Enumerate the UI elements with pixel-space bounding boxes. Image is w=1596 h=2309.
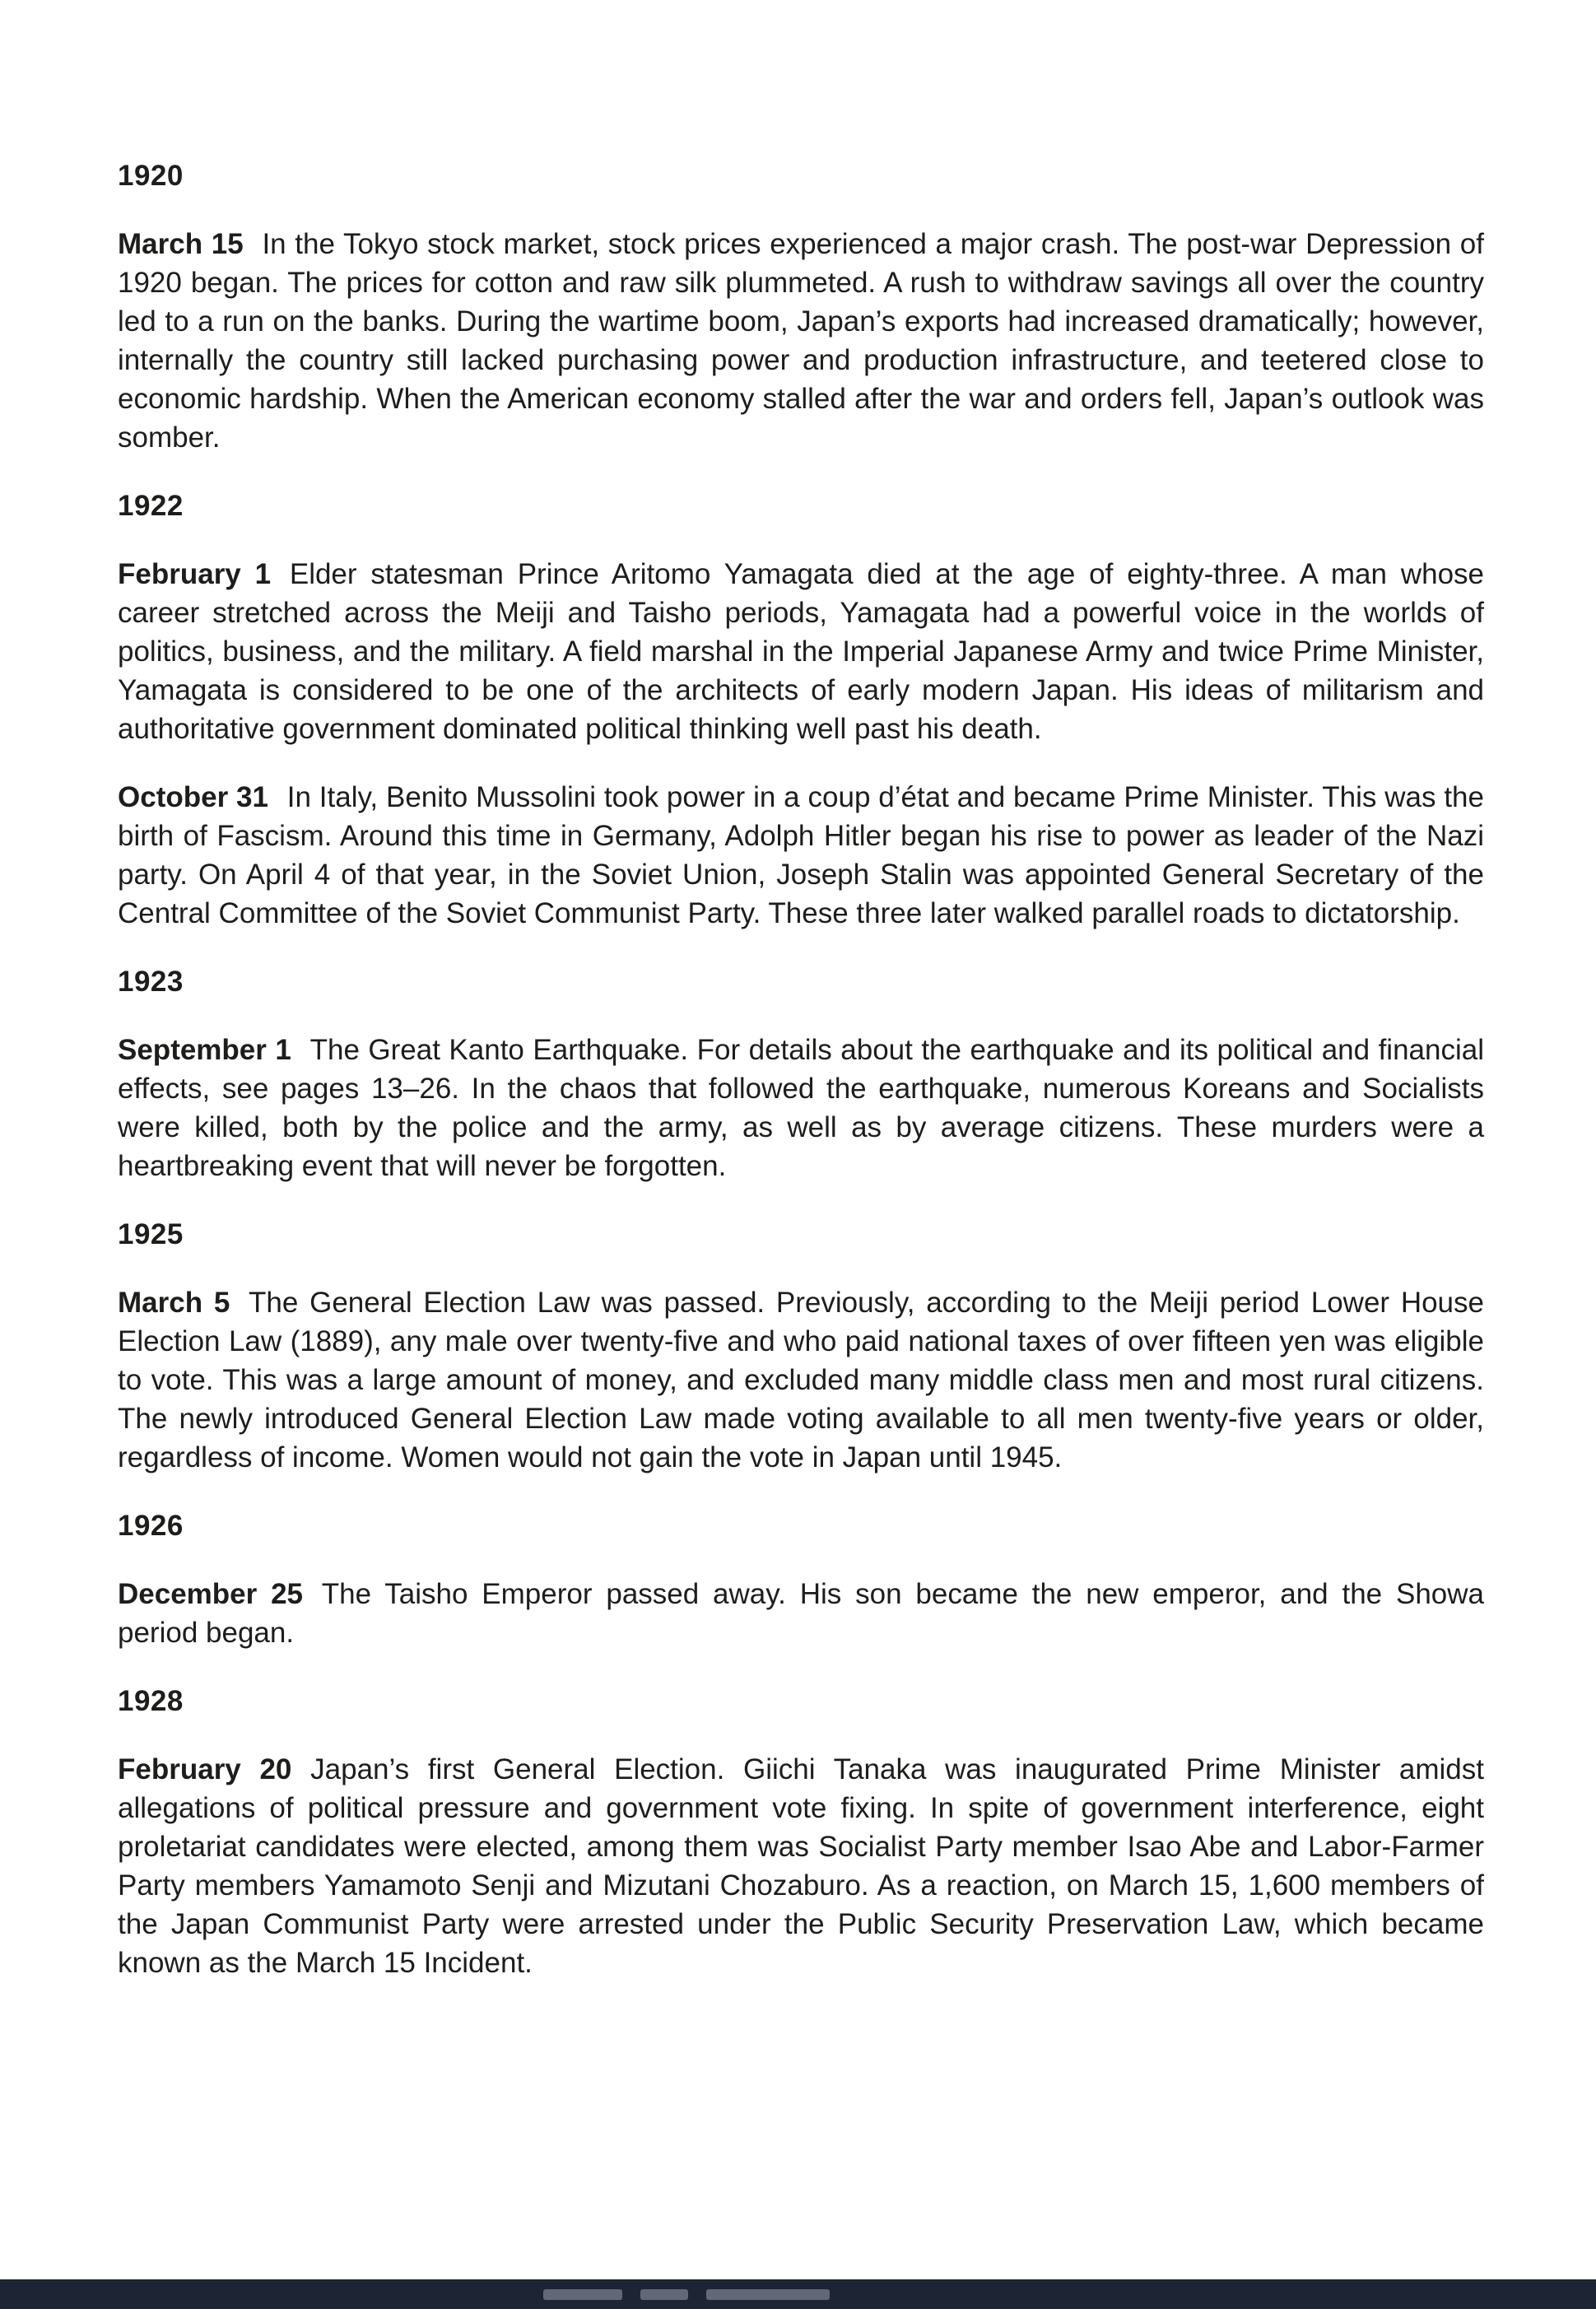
timeline-entry — [118, 1750, 1484, 1982]
entry-date: December 25 — [118, 1578, 304, 1610]
year-section-1923 — [118, 962, 1484, 1185]
timeline-entry — [118, 555, 1484, 748]
entry-date: March 15 — [118, 228, 244, 260]
entry-text: Japan’s first General Election. Giichi Tanaka was inaugurated Prime Minister amidst allegations of political pressure and government vote fixing. In spite of government interference, eight proletariat candidates were elected, among them was Socialist Party member Isao Abe and Labor-Farmer Party members Yamamoto Senji and Mizutani Chozaburo. As a reaction, on March 15, 1,600 members of the Japan Communist Party were arrested under the Public Security Preservation Law, which became known as the March 15 Incident. — [118, 1753, 1484, 1979]
year-heading: 1928 — [118, 1685, 184, 1717]
year-heading: 1925 — [118, 1218, 184, 1250]
year-heading: 1926 — [118, 1510, 184, 1542]
timeline-entry — [118, 1031, 1484, 1185]
entry-text: The Taisho Emperor passed away. His son became the new emperor, and the Showa period began. — [118, 1578, 1484, 1649]
entry-date: September 1 — [118, 1034, 291, 1066]
taskbar-item[interactable] — [640, 2289, 688, 2300]
year-heading: 1922 — [118, 490, 184, 522]
timeline-entry — [118, 1575, 1484, 1652]
timeline-entry — [118, 778, 1484, 933]
entry-date: October 31 — [118, 781, 268, 813]
entry-text: The Great Kanto Earthquake. For details about the earthquake and its political and financial effects, see pages 13–26. In the chaos that followed the earthquake, numerous Koreans and Socialists were killed, both by the police and the army, as well as by average citizens. These murders were a heartbreaking event that will never be forgotten. — [118, 1034, 1484, 1182]
year-section-1925 — [118, 1215, 1484, 1477]
entry-text: The General Election Law was passed. Previously, according to the Meiji period Lower House Election Law (1889), any male over twenty-five and who paid national taxes of over fifteen yen was eligible to vote. This was a large amount of money, and excluded many middle class men and most rural citizens. The newly introduced General Election Law made voting available to all men twenty-five years or older, regardless of income. Women would not gain the vote in Japan until 1945. — [118, 1287, 1484, 1473]
entry-text: In the Tokyo stock market, stock prices experienced a major crash. The post-war Depression of 1920 began. The prices for cotton and raw silk plummeted. A rush to withdraw savings all over the country led to a run on the banks. During the wartime boom, Japan’s exports had increased dramatically; however, internally the country still lacked purchasing power and production infrastructure, and teetered close to economic hardship. When the American economy stalled after the war and orders fell, Japan’s outlook was somber. — [118, 228, 1484, 454]
timeline-entry — [118, 225, 1484, 457]
entry-text: In Italy, Benito Mussolini took power in a coup d’état and became Prime Minister. This was the birth of Fascism. Around this time in Germany, Adolph Hitler began his rise to power as leader of the Nazi party. On April 4 of that year, in the Soviet Union, Joseph Stalin was appointed General Secretary of the Central Committee of the Soviet Communist Party. These three later walked parallel roads to dictatorship. — [118, 781, 1484, 929]
entry-date: February 1 — [118, 558, 272, 590]
year-section-1928 — [118, 1682, 1484, 1982]
year-heading: 1920 — [118, 160, 184, 192]
entry-text: Elder statesman Prince Aritomo Yamagata died at the age of eighty-three. A man whose career stretched across the Meiji and Taisho periods, Yamagata had a powerful voice in the worlds of politics, business, and the military. A field marshal in the Imperial Japanese Army and twice Prime Minister, Yamagata is considered to be one of the architects of early modern Japan. His ideas of militarism and authoritative government dominated political thinking well past his death. — [118, 558, 1484, 745]
timeline-content — [118, 156, 1484, 2012]
year-section-1926 — [118, 1506, 1484, 1652]
taskbar-item[interactable] — [706, 2289, 830, 2300]
entry-date: March 5 — [118, 1287, 230, 1319]
timeline-entry — [118, 1283, 1484, 1477]
entry-date: February 20 — [118, 1753, 292, 1785]
year-heading: 1923 — [118, 966, 184, 998]
year-section-1920 — [118, 156, 1484, 457]
bottom-taskbar — [0, 2279, 1596, 2309]
taskbar-item[interactable] — [543, 2289, 622, 2300]
year-section-1922 — [118, 486, 1484, 933]
